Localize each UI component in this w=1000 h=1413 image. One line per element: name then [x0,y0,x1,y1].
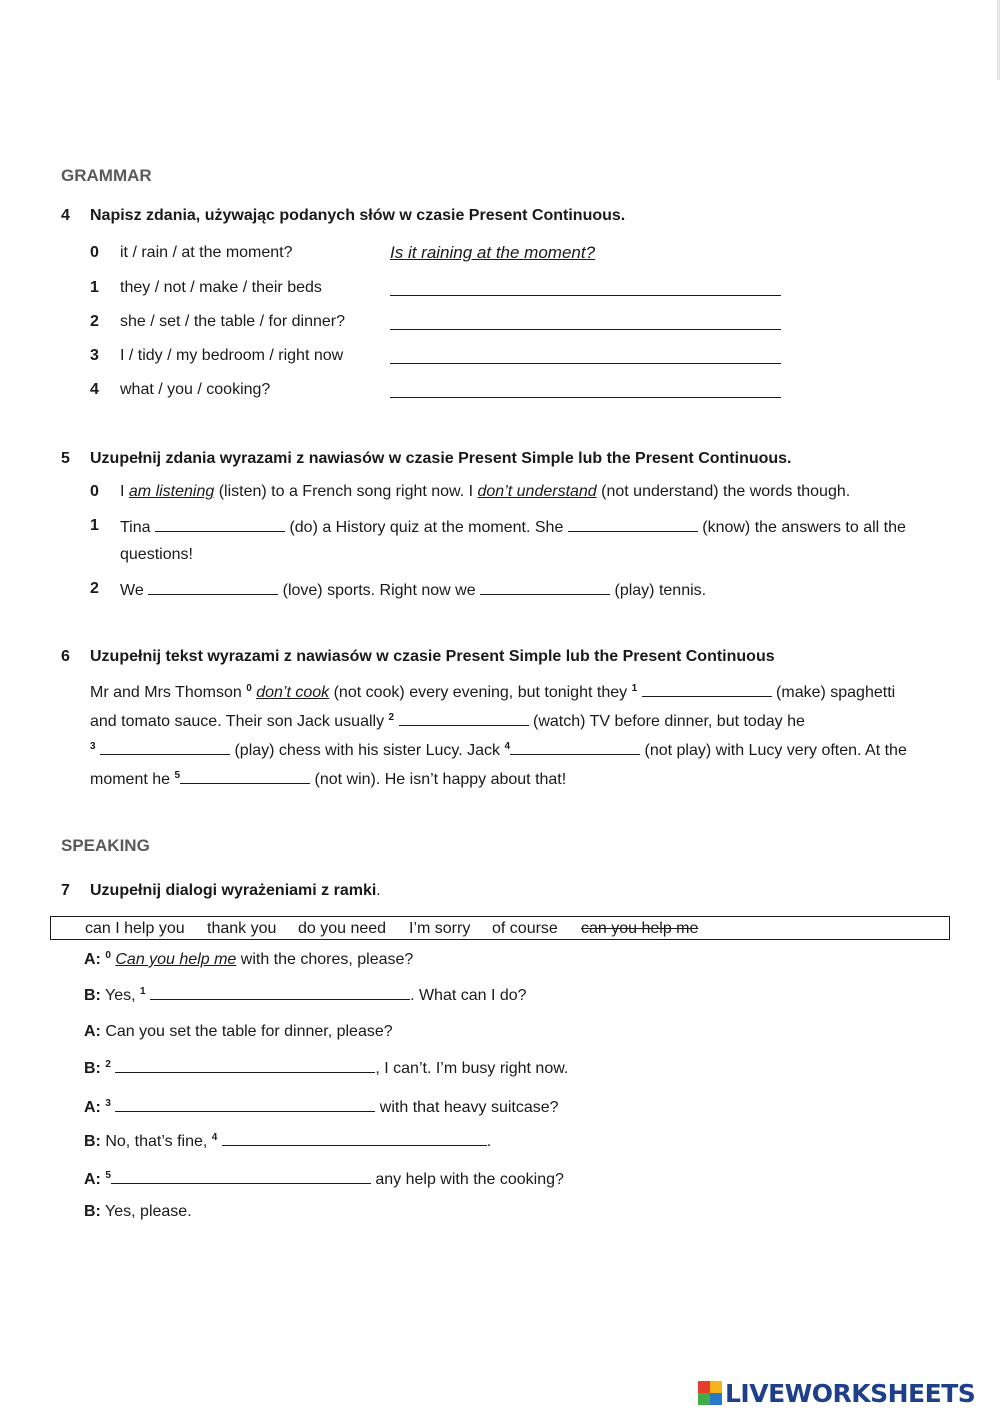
task-4-item-2-answer-line[interactable] [390,329,781,330]
task-4-item-1-answer-line[interactable] [390,295,781,296]
task-6-blank-2[interactable] [399,711,529,726]
task-4-item-0-number: 0 [90,244,99,261]
dialog-line-1: B: Yes, $^1$ . What can I do? [84,986,527,1004]
task-4-item-2-prompt: she / set / the table / for dinner? [120,313,346,330]
grammar-heading: GRAMMAR [61,166,152,185]
task-4-item-1-prompt: they / not / make / their beds [120,279,322,296]
task-4-item-3-answer-line[interactable] [390,363,781,364]
task-4-number: 4 [61,207,70,224]
task-6-blank-3[interactable] [100,740,230,755]
dialog-line-3: B: $^2$ , I can’t. I’m busy right now. [84,1059,569,1077]
task-6-line-4: moment he $^5$ (not win). He isn’t happy about that! [90,770,567,788]
task-6-line-2: and tomato sauce. Their son Jack usually $^2$ (watch) TV before dinner, but today he [90,712,805,730]
task-4-item-3-prompt: I / tidy / my bedroom / right now [120,347,344,364]
word-box [50,916,950,940]
word-box-item[interactable]: of course [492,920,558,937]
dialog-line-7: B: Yes, please. [84,1203,192,1220]
word-box-item[interactable]: can I help you [85,920,185,937]
liveworksheets-logo [698,1378,975,1408]
dialog-blank-2[interactable] [115,1058,375,1073]
dialog-line-0: A: $^0$ Can you help me with the chores, please? [84,950,414,968]
task-4-item-0-prompt: it / rain / at the moment? [120,244,293,261]
task-7-instruction: Uzupełnij dialogi wyrażeniami z ramki. [90,882,381,899]
task-5-item-1-number: 1 [90,517,99,534]
task-6-blank-5[interactable] [180,769,310,784]
task-5-item-1-blank-1[interactable] [155,517,285,532]
task-5-item-0-model-2: don’t understand [477,483,597,500]
task-5-instruction: Uzupełnij zdania wyrazami z nawiasów w czasie Present Simple lub the Present Continuous. [90,450,792,467]
task-4-item-1-number: 1 [90,279,99,296]
task-6-blank-4[interactable] [510,740,640,755]
dialog-blank-3[interactable] [115,1097,375,1112]
task-5-item-1-continuation: questions! [120,546,193,563]
task-6-line-1: Mr and Mrs Thomson $^0$ don’t cook (not cook) every evening, but tonight they $^1$ (make) spaghetti [90,683,896,701]
dialog-blank-5[interactable] [111,1169,371,1184]
task-5-item-2-number: 2 [90,580,99,597]
word-box-item[interactable]: thank you [207,920,277,937]
dialog-line-6: A: $^5$ any help with the cooking? [84,1170,564,1188]
task-4-instruction: Napisz zdania, używając podanych słów w czasie Present Continuous. [90,207,626,224]
task-5-number: 5 [61,450,70,467]
task-5-item-1-blank-2[interactable] [568,517,698,532]
task-4-item-4-number: 4 [90,381,99,398]
task-5-item-0-number: 0 [90,483,99,500]
task-4-item-2-number: 2 [90,313,99,330]
dialog-line-2: A: Can you set the table for dinner, please? [84,1023,393,1040]
task-6-instruction: Uzupełnij tekst wyrazami z nawiasów w czasie Present Simple lub the Present Continuous [90,648,775,665]
task-5-item-0-model-1: am listening [128,483,215,500]
task-5-item-0-text: I am listening (listen) to a French song right now. I don’t understand (not understand) the words though. [120,483,851,500]
task-4-item-4-answer-line[interactable] [390,397,781,398]
task-5-item-1-text: Tina (do) a History quiz at the moment. She (know) the answers to all the [120,519,906,536]
task-5-item-2-blank-2[interactable] [480,580,610,595]
task-6-number: 6 [61,648,70,665]
task-4-item-4-prompt: what / you / cooking? [120,381,271,398]
dialog-line-4: A: $^3$ with that heavy suitcase? [84,1098,559,1116]
task-5-item-2-blank-1[interactable] [148,580,278,595]
task-4-item-3-number: 3 [90,347,99,364]
task-6-model-answer: don’t cook [256,684,330,701]
task-4-item-0-answer: Is it raining at the moment? [390,243,596,262]
task-6-line-3: $^3$ (play) chess with his sister Lucy. Jack $^4$ (not play) with Lucy very often. At the [90,741,907,759]
task-7-number: 7 [61,882,70,899]
liveworksheets-logo-icon [698,1381,722,1405]
task-6-blank-1[interactable] [642,682,772,697]
word-box-item[interactable]: do you need [298,920,387,937]
word-box-item-used: can you help me [581,920,699,937]
liveworksheets-logo-text: LIVEWORKSHEETS [725,1378,976,1408]
dialog-blank-4[interactable] [222,1131,487,1146]
dialog-line-5: B: No, that’s fine, $^4$ . [84,1132,492,1150]
dialog-blank-1[interactable] [150,985,410,1000]
task-5-item-2-text: We (love) sports. Right now we (play) tennis. [120,582,707,599]
speaking-heading: SPEAKING [61,836,150,855]
word-box-item[interactable]: I’m sorry [409,920,471,937]
dialog-model-answer: Can you help me [115,951,237,968]
